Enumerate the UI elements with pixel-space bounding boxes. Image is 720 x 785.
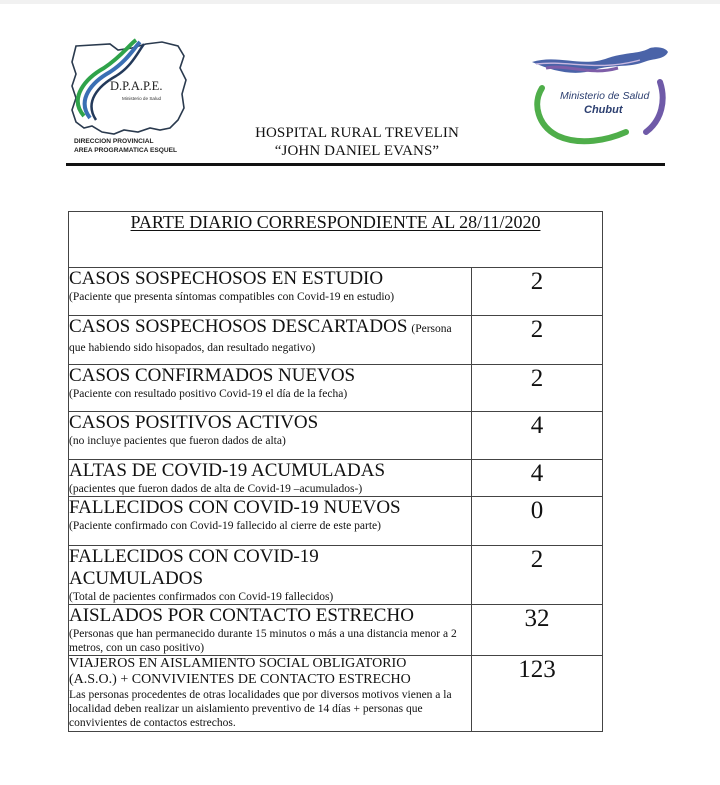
row-label: CASOS SOSPECHOSOS DESCARTADOS [69, 316, 408, 337]
row-label: AISLADOS POR CONTACTO ESTRECHO [69, 605, 414, 626]
table-row [69, 656, 603, 732]
row-note: (Personas que han permanecido durante 15 minutos o más a una distancia menor a 2 metros, con un caso positivo) [69, 628, 457, 654]
row-label: FALLECIDOS CON COVID-19 ACUMULADOS [69, 546, 319, 589]
table-row [69, 268, 603, 316]
dpape-logo [66, 38, 194, 158]
row-value: 0 [472, 497, 603, 546]
table-row [69, 546, 603, 605]
row-value: 2 [472, 546, 603, 605]
row-value: 2 [472, 365, 603, 412]
report-title: PARTE DIARIO CORRESPONDIENTE AL 28/11/2020 [130, 212, 541, 232]
row-value: 4 [472, 412, 603, 460]
row-value: 2 [472, 316, 603, 365]
hospital-name: HOSPITAL RURAL TREVELIN [255, 125, 459, 141]
row-note: (no incluye pacientes que fueron dados de alta) [69, 435, 286, 447]
dpape-logo-line2: AREA PROGRAMATICA ESQUEL [74, 147, 178, 154]
table-row [69, 605, 603, 656]
table-row [69, 316, 603, 365]
dpape-logo-line1: DIRECCION PROVINCIAL [74, 138, 154, 145]
row-value: 4 [472, 460, 603, 497]
row-value: 123 [472, 656, 603, 732]
table-row [69, 365, 603, 412]
row-label: VIAJEROS EN AISLAMIENTO SOCIAL OBLIGATORIO (A.S.O.) + CONVIVIENTES DE CONTACTO ESTRECHO [69, 656, 411, 687]
row-note: (Paciente confirmado con Covid-19 fallecido al cierre de este parte) [69, 520, 381, 532]
ministerio-logo-line1: Ministerio de Salud [560, 90, 650, 102]
row-note: Las personas procedentes de otras localidades que por diversos motivos vienen a la localidad deben realizar un aislamiento preventivo de 14 días + personas que convivientes de contactos estrechos. [69, 689, 452, 729]
daily-report-table [68, 211, 603, 732]
row-label: CASOS SOSPECHOSOS EN ESTUDIO [69, 268, 384, 289]
ministerio-logo-line2: Chubut [584, 104, 623, 116]
row-label: CASOS POSITIVOS ACTIVOS [69, 412, 319, 433]
dpape-logo-subname: Ministerio de Salud [122, 96, 162, 101]
ministerio-salud-chubut-logo [528, 42, 670, 148]
row-note: (Paciente con resultado positivo Covid-19 el día de la fecha) [69, 388, 348, 400]
hospital-title [200, 124, 514, 160]
header-rule [66, 163, 665, 166]
row-label: ALTAS DE COVID-19 ACUMULADAS [69, 460, 386, 481]
row-note: (pacientes que fueron dados de alta de Covid-19 –acumulados-) [69, 483, 363, 495]
table-row [69, 412, 603, 460]
row-value: 2 [472, 268, 603, 316]
row-note: (Persona que habiendo sido hisopados, dan resultado negativo) [69, 323, 452, 354]
table-row [69, 460, 603, 497]
row-value: 32 [472, 605, 603, 656]
row-label: CASOS CONFIRMADOS NUEVOS [69, 365, 356, 386]
row-note: (Paciente que presenta síntomas compatibles con Covid-19 en estudio) [69, 291, 395, 303]
row-label: FALLECIDOS CON COVID-19 NUEVOS [69, 497, 401, 518]
dpape-logo-name: D.P.A.P.E. [110, 79, 163, 93]
hospital-subname: “JOHN DANIEL EVANS” [274, 143, 440, 159]
table-row [69, 497, 603, 546]
row-note: (Total de pacientes confirmados con Covid-19 fallecidos) [69, 591, 334, 603]
page-top-shade [0, 0, 720, 4]
report-title-row [69, 212, 603, 268]
